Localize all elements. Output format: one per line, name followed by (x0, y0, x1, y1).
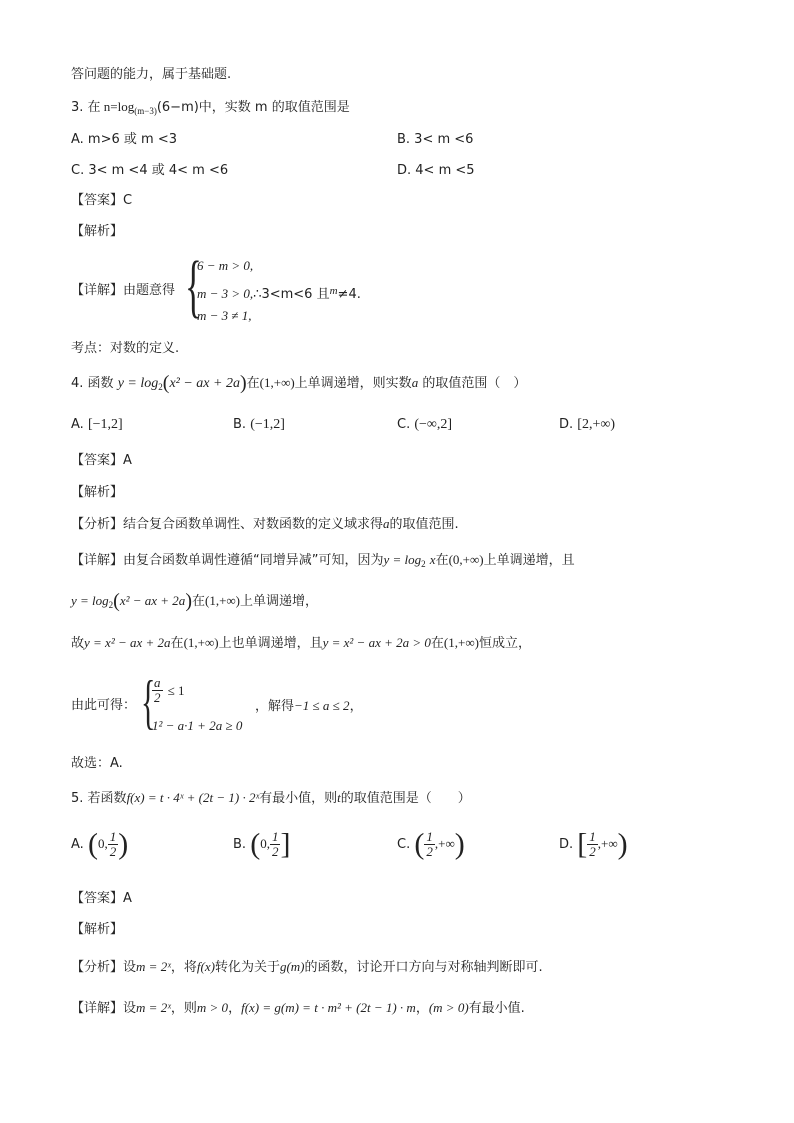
option-a: A. [−1,2] (71, 417, 123, 432)
detail-text: 故y = x² − ax + 2a在(1,+∞)上也单调递增，且y = x² − ax + 2a > 0在(1,+∞)恒成立， (71, 635, 531, 651)
option-a: A. m>6 或 m <3 (71, 132, 177, 147)
system-row: $\frac{a}{2}$ ≤ 1 (154, 675, 185, 705)
answer: 【答案】A (71, 453, 132, 468)
option-d: D. [ $\frac{1}{2}$ ,+∞) (559, 827, 628, 861)
detail-text: $y = \log_2(x^2$ − ax + 2a)在(1,+∞)上单调递增， (71, 590, 319, 612)
analysis-label: 【解析】 (71, 224, 124, 239)
answer: 【答案】C (71, 193, 133, 208)
question-5: 5. 若函数f(x) = t · 4ˣ + (2t − 1) · 2ˣ有最小值，则t的取值范围是（ ） (71, 790, 471, 806)
option-c: C. ( $\frac{1}{2}$ ,+∞) (397, 827, 465, 861)
detail-text: 【详解】设m = 2ˣ，则m > 0，f(x) = g(m) = t · m² + (2t − 1) · m，(m > 0)有最小值. (71, 1000, 525, 1016)
system-row: m − 3 > 0,∴3<m<6 且$^m$≠4. (197, 285, 361, 302)
analysis-label: 【解析】 (71, 922, 124, 937)
option-c: C. 3< m <4 或 4< m <6 (71, 163, 229, 178)
detail-label: 【详解】由题意得 (71, 283, 176, 298)
detail-text: 【详解】由复合函数单调性遵循“同增异减”可知，因为$y = \log_2 x$在(0,+∞)上单调递增，且 (71, 552, 575, 569)
analysis-text: 【分析】设m = 2ˣ，将f(x)转化为关于g(m)的函数，讨论开口方向与对称轴判断即可. (71, 959, 543, 975)
option-c: C. (−∞,2] (397, 417, 453, 432)
option-d: D. [2,+∞) (559, 417, 615, 432)
brace-icon: { (185, 248, 202, 325)
system-row: 1² − a·1 + 2a ≥ 0 (152, 718, 243, 733)
detail-text: ，解得−1 ≤ a ≤ 2， (255, 698, 363, 714)
option-b: B. 3< m <6 (397, 132, 474, 147)
key-point: 考点：对数的定义. (71, 341, 180, 356)
option-b: B. (0, $\frac{1}{2}$ ] (233, 827, 291, 861)
brace-icon: { (141, 669, 156, 735)
detail-text: 由此可得： (71, 698, 137, 713)
question-3: 3. 在 $n=\log_{(m-3)}(6-m)$中，实数 m 的取值范围是 (71, 99, 350, 116)
system-row: 6 − m > 0, (197, 258, 254, 273)
system-row: m − 3 ≠ 1, (197, 308, 252, 323)
option-a: A. (0, $\frac{1}{2}$ ) (71, 827, 129, 861)
answer: 【答案】A (71, 891, 132, 906)
analysis-label: 【解析】 (71, 485, 124, 500)
choose-text: 故选：A. (71, 756, 123, 771)
analysis-text: 【分析】结合复合函数单调性、对数函数的定义域求得a的取值范围. (71, 516, 459, 532)
text-line: 答问题的能力，属于基础题. (71, 67, 232, 82)
option-d: D. 4< m <5 (397, 163, 475, 178)
question-4: 4. 函数 $y = \log_2(x^2$ − ax + 2a)在(1,+∞)上单调递增，则实数a 的取值范围（ ） (71, 372, 527, 394)
option-b: B. (−1,2] (233, 417, 285, 432)
